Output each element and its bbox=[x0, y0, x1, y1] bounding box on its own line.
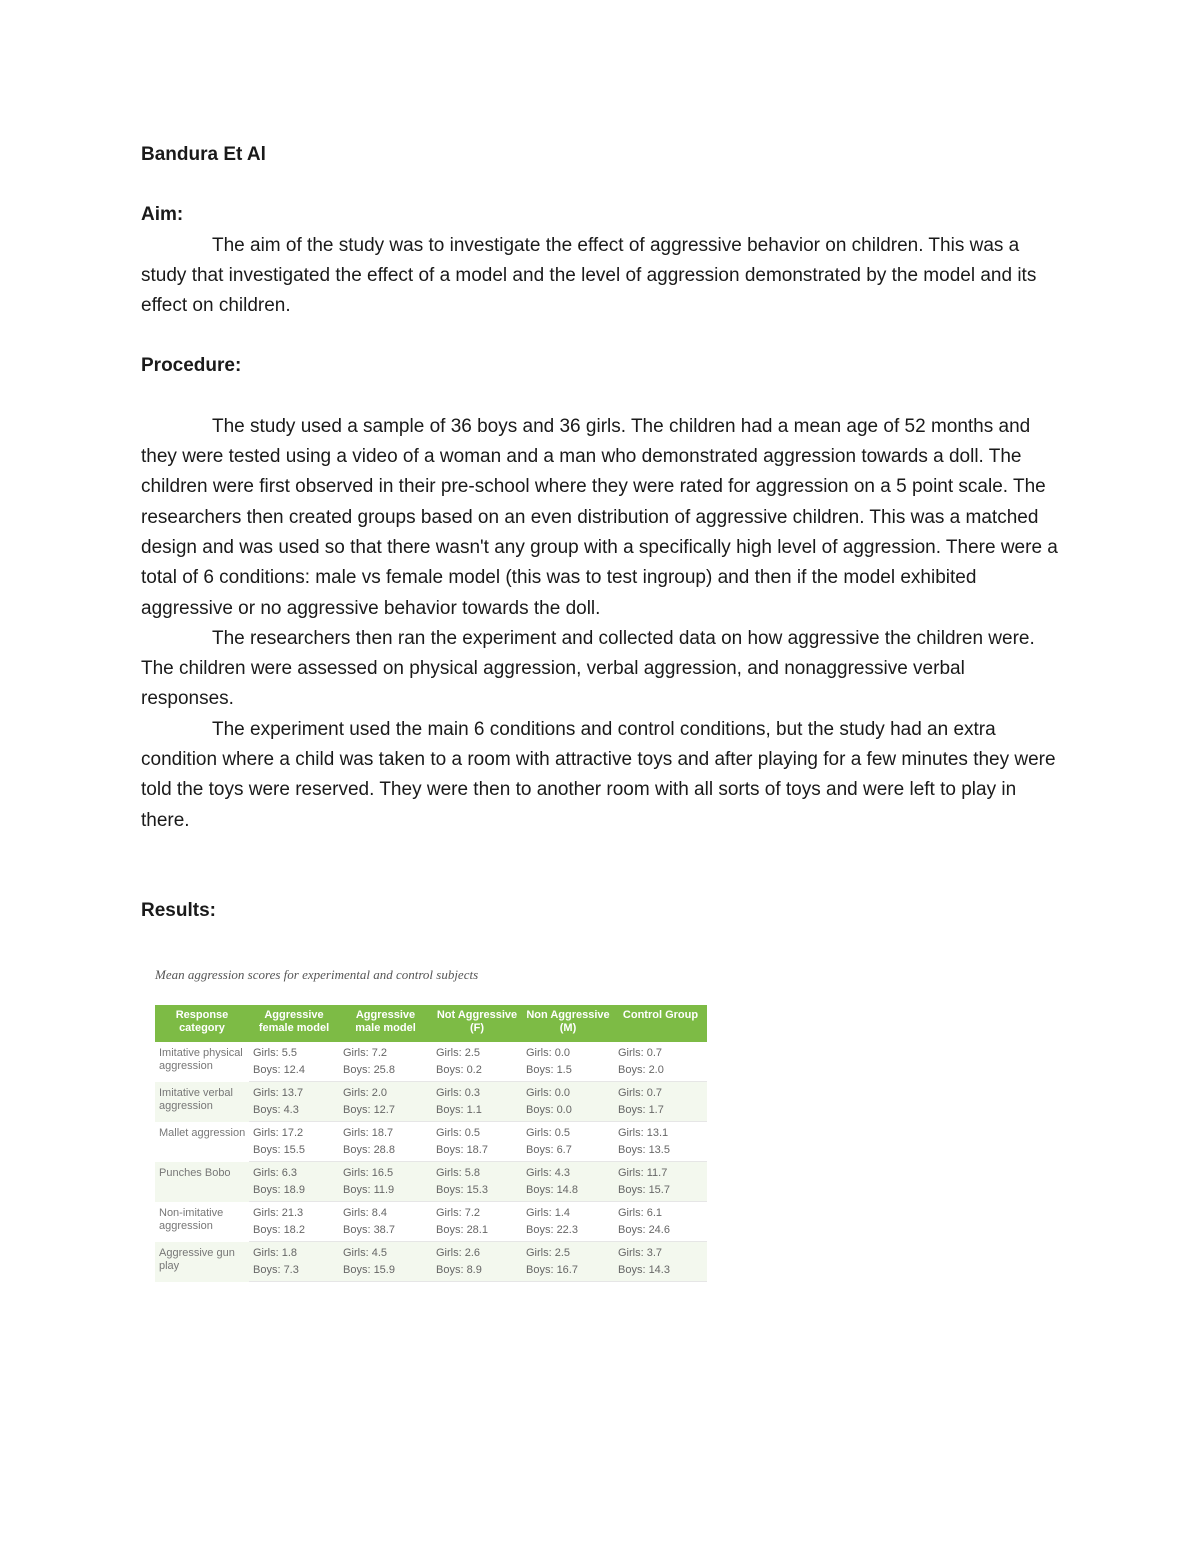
category-cell: Non-imitative aggression bbox=[155, 1202, 249, 1242]
boys-value-cell: Boys: 15.7 bbox=[614, 1182, 707, 1202]
girls-value-cell: Girls: 0.0 bbox=[522, 1042, 614, 1062]
girls-value-cell: Girls: 13.1 bbox=[614, 1122, 707, 1143]
category-cell: Punches Bobo bbox=[155, 1162, 249, 1202]
table-row bbox=[155, 1082, 707, 1103]
results-figure bbox=[155, 962, 707, 1282]
girls-value-cell: Girls: 1.8 bbox=[249, 1242, 339, 1263]
girls-value-cell: Girls: 3.7 bbox=[614, 1242, 707, 1263]
boys-value-cell: Boys: 4.3 bbox=[249, 1102, 339, 1122]
girls-value-cell: Girls: 7.2 bbox=[339, 1042, 432, 1062]
girls-value-cell: Girls: 2.5 bbox=[432, 1042, 522, 1062]
boys-value-cell: Boys: 24.6 bbox=[614, 1222, 707, 1242]
girls-value-cell: Girls: 2.5 bbox=[522, 1242, 614, 1263]
boys-value-cell: Boys: 28.1 bbox=[432, 1222, 522, 1242]
table-row bbox=[155, 1162, 707, 1183]
document-title: Bandura Et Al bbox=[141, 144, 266, 165]
girls-value-cell: Girls: 0.5 bbox=[432, 1122, 522, 1143]
girls-value-cell: Girls: 16.5 bbox=[339, 1162, 432, 1183]
header-aggressive-male: Aggressive male model bbox=[339, 1005, 432, 1042]
girls-value-cell: Girls: 21.3 bbox=[249, 1202, 339, 1223]
boys-value-cell: Boys: 22.3 bbox=[522, 1222, 614, 1242]
boys-value-cell: Boys: 14.8 bbox=[522, 1182, 614, 1202]
boys-value-cell: Boys: 0.2 bbox=[432, 1062, 522, 1082]
boys-value-cell: Boys: 15.3 bbox=[432, 1182, 522, 1202]
procedure-heading: Procedure: bbox=[141, 355, 242, 377]
boys-value-cell: Boys: 7.3 bbox=[249, 1262, 339, 1282]
table-row bbox=[155, 1242, 707, 1263]
procedure-paragraph-2: The researchers then ran the experiment and collected data on how aggressive the children were. The children were assessed on physical aggression, verbal aggression, and nonaggressive verbal responses. bbox=[141, 627, 1035, 710]
boys-value-cell: Boys: 0.0 bbox=[522, 1102, 614, 1122]
girls-value-cell: Girls: 8.4 bbox=[339, 1202, 432, 1223]
boys-value-cell: Boys: 25.8 bbox=[339, 1062, 432, 1082]
document-body bbox=[141, 140, 1061, 926]
girls-value-cell: Girls: 4.3 bbox=[522, 1162, 614, 1183]
results-table-body bbox=[155, 1042, 707, 1282]
category-cell: Imitative verbal aggression bbox=[155, 1082, 249, 1122]
header-response-category: Response category bbox=[155, 1005, 249, 1042]
table-row bbox=[155, 1122, 707, 1143]
boys-value-cell: Boys: 38.7 bbox=[339, 1222, 432, 1242]
boys-value-cell: Boys: 14.3 bbox=[614, 1262, 707, 1282]
results-heading: Results: bbox=[141, 899, 216, 921]
girls-value-cell: Girls: 6.3 bbox=[249, 1162, 339, 1183]
boys-value-cell: Boys: 12.4 bbox=[249, 1062, 339, 1082]
girls-value-cell: Girls: 0.5 bbox=[522, 1122, 614, 1143]
header-aggressive-female: Aggressive female model bbox=[249, 1005, 339, 1042]
header-not-aggressive-female: Not Aggressive (F) bbox=[432, 1005, 522, 1042]
boys-value-cell: Boys: 2.0 bbox=[614, 1062, 707, 1082]
girls-value-cell: Girls: 7.2 bbox=[432, 1202, 522, 1223]
girls-value-cell: Girls: 6.1 bbox=[614, 1202, 707, 1223]
boys-value-cell: Boys: 16.7 bbox=[522, 1262, 614, 1282]
table-header-row bbox=[155, 1005, 707, 1042]
header-control-group: Control Group bbox=[614, 1005, 707, 1042]
boys-value-cell: Boys: 15.9 bbox=[339, 1262, 432, 1282]
header-non-aggressive-male: Non Aggressive (M) bbox=[522, 1005, 614, 1042]
category-cell: Aggressive gun play bbox=[155, 1242, 249, 1282]
boys-value-cell: Boys: 12.7 bbox=[339, 1102, 432, 1122]
girls-value-cell: Girls: 2.6 bbox=[432, 1242, 522, 1263]
procedure-paragraph-3: The experiment used the main 6 conditions and control conditions, but the study had an extra condition where a child was taken to a room with attractive toys and after playing for a few minutes they were told the toys were reserved. They were then to another room with all sorts of toys and were left to play in there. bbox=[141, 718, 1056, 831]
girls-value-cell: Girls: 1.4 bbox=[522, 1202, 614, 1223]
boys-value-cell: Boys: 28.8 bbox=[339, 1142, 432, 1162]
girls-value-cell: Girls: 0.3 bbox=[432, 1082, 522, 1103]
boys-value-cell: Boys: 1.5 bbox=[522, 1062, 614, 1082]
boys-value-cell: Boys: 1.7 bbox=[614, 1102, 707, 1122]
girls-value-cell: Girls: 11.7 bbox=[614, 1162, 707, 1183]
boys-value-cell: Boys: 11.9 bbox=[339, 1182, 432, 1202]
girls-value-cell: Girls: 17.2 bbox=[249, 1122, 339, 1143]
aim-paragraph: The aim of the study was to investigate the effect of aggressive behavior on children. This was a study that investigated the effect of a model and the level of aggression demonstrated by the model and its effect on children. bbox=[141, 234, 1037, 317]
category-cell: Imitative physical aggression bbox=[155, 1042, 249, 1082]
table-row bbox=[155, 1202, 707, 1223]
aim-heading: Aim: bbox=[141, 204, 184, 226]
girls-value-cell: Girls: 5.8 bbox=[432, 1162, 522, 1183]
girls-value-cell: Girls: 0.0 bbox=[522, 1082, 614, 1103]
boys-value-cell: Boys: 18.2 bbox=[249, 1222, 339, 1242]
boys-value-cell: Boys: 13.5 bbox=[614, 1142, 707, 1162]
table-row bbox=[155, 1042, 707, 1062]
girls-value-cell: Girls: 18.7 bbox=[339, 1122, 432, 1143]
girls-value-cell: Girls: 0.7 bbox=[614, 1082, 707, 1103]
boys-value-cell: Boys: 18.7 bbox=[432, 1142, 522, 1162]
procedure-paragraph-1: The study used a sample of 36 boys and 36 girls. The children had a mean age of 52 months and they were tested using a video of a woman and a man who demonstrated aggression towards a doll. The children were first observed in their pre-school where they were rated for aggression on a 5 point scale. The researchers then created groups based on an even distribution of aggressive children. This was a matched design and was used so that there wasn't any group with a specifically high level of aggression. There were a total of 6 conditions: male vs female model (this was to test ingroup) and then if the model exhibited aggressive or no aggressive behavior towards the doll. bbox=[141, 415, 1058, 619]
girls-value-cell: Girls: 2.0 bbox=[339, 1082, 432, 1103]
category-cell: Mallet aggression bbox=[155, 1122, 249, 1162]
figure-caption: Mean aggression scores for experimental and control subjects bbox=[155, 967, 479, 982]
girls-value-cell: Girls: 0.7 bbox=[614, 1042, 707, 1062]
boys-value-cell: Boys: 15.5 bbox=[249, 1142, 339, 1162]
boys-value-cell: Boys: 8.9 bbox=[432, 1262, 522, 1282]
boys-value-cell: Boys: 18.9 bbox=[249, 1182, 339, 1202]
girls-value-cell: Girls: 4.5 bbox=[339, 1242, 432, 1263]
boys-value-cell: Boys: 1.1 bbox=[432, 1102, 522, 1122]
girls-value-cell: Girls: 5.5 bbox=[249, 1042, 339, 1062]
boys-value-cell: Boys: 6.7 bbox=[522, 1142, 614, 1162]
girls-value-cell: Girls: 13.7 bbox=[249, 1082, 339, 1103]
results-table bbox=[155, 1005, 707, 1282]
